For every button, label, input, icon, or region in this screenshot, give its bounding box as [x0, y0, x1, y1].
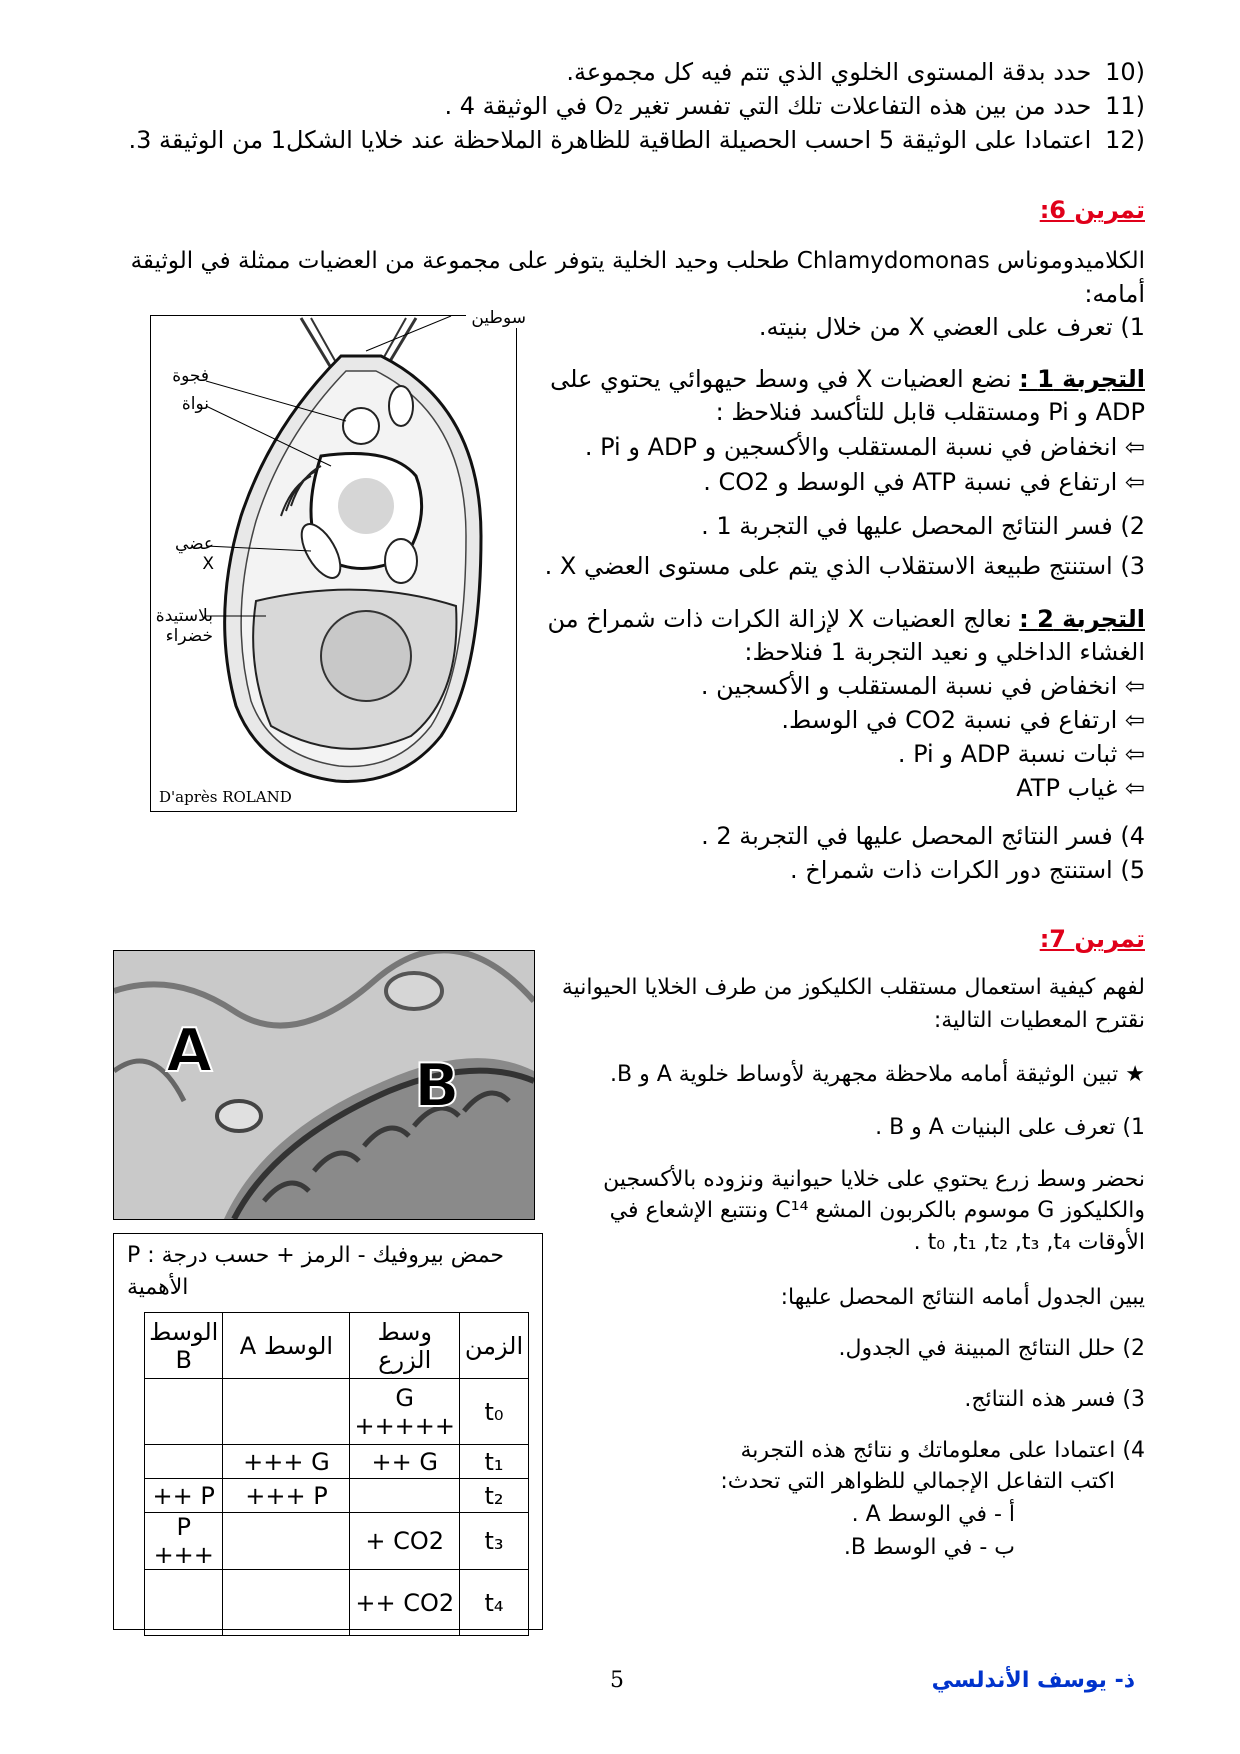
- ex6-q3: 3) استنتج طبيعة الاستقلاب الذي يتم على مستوى العضي X .: [544, 552, 1145, 580]
- table-row: [145, 1513, 529, 1570]
- cell: [350, 1479, 460, 1513]
- ex6-exp2-obs-3: ⇦ ثبات نسبة ADP و Pi .: [897, 740, 1145, 768]
- label-nucleus: نواة: [181, 394, 209, 414]
- ex6-q5: 5) استنتج دور الكرات ذات شمراخ .: [790, 856, 1145, 884]
- cell: P +++: [223, 1479, 350, 1513]
- cell: [223, 1570, 350, 1636]
- exercise-6-title: :6 تمرين: [1039, 196, 1145, 224]
- ex6-exp2-obs-4: ⇦ غياب ATP: [1016, 774, 1145, 802]
- table-caption: P : حمض بيروفيك - الرمز + حسب درجة الأهمية: [127, 1243, 505, 1300]
- item-12: (12 اعتمادا على الوثيقة 5 احسب الحصيلة الطاقية للظاهرة الملاحظة عند خلايا الشكل1 من الوثيقة 3.: [128, 126, 1145, 154]
- ex7-q4-a: أ - في الوسط A .: [851, 1502, 1015, 1527]
- micro-label-b: B: [414, 1051, 460, 1121]
- micro-label-a: A: [166, 1016, 213, 1086]
- ex7-q3: 3) فسر هذه النتائج.: [964, 1387, 1145, 1412]
- cell: CO2 ++: [350, 1570, 460, 1636]
- label-vacuole: فجوة: [172, 366, 209, 386]
- label-organelle-x: عضي X: [174, 534, 214, 574]
- ex6-exp1-2: ADP و Pi ومستقلب قابل للتأكسد فنلاحظ :: [715, 398, 1145, 426]
- cell: [223, 1379, 350, 1445]
- ex7-p2: والكليكوز G موسوم بالكربون المشع C¹⁴ ونتتبع الإشعاع في: [609, 1198, 1145, 1223]
- cell: P +++: [145, 1513, 223, 1570]
- label-chloroplast: بلاستيدة خضراء: [155, 606, 213, 646]
- ex7-q4-b: ب - في الوسط B.: [843, 1535, 1015, 1560]
- table-row: [145, 1445, 529, 1479]
- cell: G +++: [223, 1445, 350, 1479]
- ex6-q4: 4) فسر النتائج المحصل عليها في التجربة 2 .: [701, 822, 1145, 850]
- author-name: ذ- يوسف الأندلسي: [931, 1668, 1135, 1693]
- ex7-p3: الأوقات t₀ ,t₁ ,t₂ ,t₃ ,t₄ .: [913, 1230, 1145, 1255]
- cell: [145, 1379, 223, 1445]
- ex7-q4a: 4) اعتمادا على معلوماتك و نتائج هذه التجربة: [740, 1438, 1145, 1463]
- micrograph: [113, 950, 535, 1220]
- ex6-exp2: التجربة 2 : نعالج العضيات X لإزالة الكرات ذات شمراخ من: [547, 605, 1145, 633]
- ex6-exp2-obs-2: ⇦ ارتفاع في نسبة CO2 في الوسط.: [781, 706, 1145, 734]
- cell: [145, 1445, 223, 1479]
- ex6-q2: 2) فسر النتائج المحصل عليها في التجربة 1 .: [701, 512, 1145, 540]
- cell: CO2 +: [350, 1513, 460, 1570]
- ex6-intro: الكلاميدوموناس Chlamydomonas طحلب وحيد الخلية يتوفر على مجموعة من العضيات ممثلة في الوثيقة: [130, 248, 1145, 274]
- col-medium-a: الوسط A: [223, 1313, 350, 1379]
- ex7-intro-1: لفهم كيفية استعمال مستقلب الكليكوز من طرف الخلايا الحيوانية: [561, 975, 1145, 1000]
- results-table: [144, 1312, 529, 1636]
- cell: t₃: [460, 1513, 529, 1570]
- cell: t₂: [460, 1479, 529, 1513]
- ex6-intro-2: أمامه:: [1084, 280, 1145, 308]
- col-culture: وسط الزرع: [350, 1313, 460, 1379]
- results-box: [113, 1233, 543, 1630]
- ex6-exp1-obs-2: ⇦ ارتفاع في نسبة ATP في الوسط و CO2 .: [703, 468, 1145, 496]
- ex7-q1: 1) تعرف على البنيات A و B .: [875, 1115, 1145, 1140]
- item-11: (11 حدد من بين هذه التفاعلات تلك التي تفسر تغير O₂ في الوثيقة 4 .: [444, 92, 1145, 120]
- table-row: [145, 1379, 529, 1445]
- cell: t₀: [460, 1379, 529, 1445]
- ex7-star: ★ تبين الوثيقة أمامه ملاحظة مجهرية لأوساط خلوية A و B.: [610, 1062, 1145, 1087]
- label-flagella: سوطين: [466, 308, 526, 328]
- cell: t₄: [460, 1570, 529, 1636]
- page-number: 5: [610, 1668, 624, 1693]
- figure-credit: D'après ROLAND: [159, 788, 292, 806]
- table-row: [145, 1479, 529, 1513]
- cell: [223, 1513, 350, 1570]
- ex6-exp1: التجربة 1 : نضع العضيات X في وسط حيهوائي يحتوي على: [550, 365, 1145, 393]
- ex6-exp2-2: الغشاء الداخلي و نعيد التجربة 1 فنلاحظ:: [744, 638, 1145, 666]
- ex7-p1: نحضر وسط زرع يحتوي على خلايا حيوانية ونزوده بالأكسجين: [603, 1167, 1145, 1192]
- cell: P ++: [145, 1479, 223, 1513]
- cell: t₁: [460, 1445, 529, 1479]
- ex7-intro-2: نقترح المعطيات التالية:: [933, 1008, 1145, 1033]
- col-medium-b: الوسط B: [145, 1313, 223, 1379]
- ex6-exp1-obs-1: ⇦ انخفاض في نسبة المستقلب والأكسجين و ADP و Pi .: [584, 433, 1145, 461]
- ex6-exp2-obs-1: ⇦ انخفاض في نسبة المستقلب و الأكسجين .: [700, 672, 1145, 700]
- ex6-q1: 1) تعرف على العضي X من خلال بنيته.: [758, 313, 1145, 341]
- cell: G ++: [350, 1445, 460, 1479]
- ex7-q2: 2) حلل النتائج المبينة في الجدول.: [838, 1336, 1145, 1361]
- item-10: (10 حدد بدقة المستوى الخلوي الذي تتم فيه كل مجموعة.: [566, 58, 1145, 86]
- table-row: [145, 1570, 529, 1636]
- chlamydomonas-figure: [150, 308, 526, 812]
- exercise-7-title: :7 تمرين: [1039, 925, 1145, 953]
- ex7-p4: يبين الجدول أمامه النتائج المحصل عليها:: [780, 1285, 1145, 1310]
- cell: [145, 1570, 223, 1636]
- cell: G +++++: [350, 1379, 460, 1445]
- col-time: الزمن: [460, 1313, 529, 1379]
- ex7-q4b: اكتب التفاعل الإجمالي للظواهر التي تحدث:: [720, 1469, 1115, 1494]
